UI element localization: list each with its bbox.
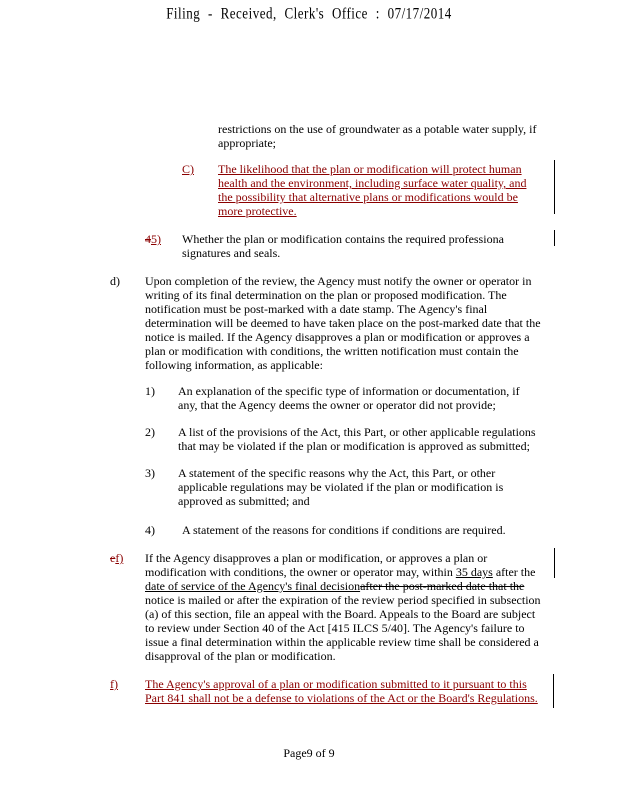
- item-d1-line: An explanation of the specific type of information or documentation, if: [178, 384, 520, 398]
- section-ef-35-days: 35 days: [455, 565, 493, 579]
- revision-bar: [554, 160, 555, 214]
- item-d4-marker: 4): [145, 523, 155, 537]
- section-ef-line1: If the Agency disapproves a plan or modification, or approves a plan or: [145, 551, 488, 565]
- section-d-line: Upon completion of the review, the Agency must notify the owner or operator in: [145, 274, 532, 288]
- section-ef-line4: notice is mailed or after the expiration of the review period specified in subsection: [145, 593, 541, 607]
- item-c-line2: health and the environment, including surface water quality, and: [218, 176, 527, 190]
- section-d-line: notice is mailed. If the Agency disapproves a plan or modification or approves a: [145, 330, 530, 344]
- item-d3-line: applicable regulations may be violated if the plan or modification is: [178, 480, 504, 494]
- item-45-line2: signatures and seals.: [182, 246, 281, 260]
- section-ef-line2-start: modification with conditions, the owner or operator may, within: [145, 565, 456, 579]
- item-c-line1: The likelihood that the plan or modification will protect human: [218, 162, 522, 176]
- section-d-line: determination will be deemed to have taken place on the post-marked date that the: [145, 316, 541, 330]
- section-ef-deleted-clause: after the post-marked date that the: [360, 579, 525, 593]
- section-ef-inserted-clause: date of service of the Agency's final decision: [145, 579, 361, 593]
- item-d2-marker: 2): [145, 425, 155, 439]
- item-45-marker-inserted: 5): [151, 232, 161, 246]
- revision-bar: [554, 548, 555, 578]
- section-d-line: notification must be post-marked with a date stamp. The Agency's final: [145, 302, 488, 316]
- item-d3-text: [178, 466, 503, 508]
- item-d3-line: approved as submitted; and: [178, 494, 310, 508]
- item-45-line1: Whether the plan or modification contains the required professiona: [182, 232, 504, 246]
- section-ef-line8: disapproval of the plan or modification.: [145, 649, 336, 663]
- item-d1-line: any, that the Agency deems the owner or operator did not provide;: [178, 398, 496, 412]
- item-c-text: [218, 162, 526, 218]
- page-footer: [0, 746, 618, 761]
- section-ef-marker: [110, 551, 123, 565]
- filing-stamp-header: Filing - Received, Clerk's Office : 07/17/2014: [166, 4, 452, 23]
- item-d2-line: that may be violated if the plan or modification is approved as submitted;: [178, 439, 530, 453]
- of-label: of: [315, 746, 326, 760]
- section-ef-line5: (a) of this section, file an appeal with the Board. Appeals to the Board are subject: [145, 607, 536, 621]
- revision-bar: [554, 230, 555, 246]
- section-d-line: writing of its final determination on the plan or proposed modification. The: [145, 288, 507, 302]
- section-ef-text: [145, 551, 541, 663]
- section-f-text: [145, 677, 538, 705]
- item-c-marker: C): [182, 162, 194, 176]
- item-c-line4: more protective.: [218, 204, 297, 218]
- item-d4-text: [182, 523, 506, 537]
- section-d-marker: d): [110, 274, 120, 288]
- item-d2-line: A list of the provisions of the Act, this Part, or other applicable regulations: [178, 425, 536, 439]
- section-ef-line3: [145, 579, 541, 593]
- section-f-line2: Part 841 shall not be a defense to violations of the Act or the Board's Regulations.: [145, 691, 538, 705]
- section-ef-line2: [145, 565, 541, 579]
- section-ef-marker-deleted: e: [110, 551, 116, 565]
- item-45-text: [182, 232, 504, 260]
- item-45-marker: [145, 232, 161, 246]
- item-d1-marker: 1): [145, 384, 155, 398]
- item-d1-text: [178, 384, 520, 412]
- page-number: 9: [306, 746, 313, 760]
- revision-bar: [553, 674, 554, 708]
- section-d-line: plan or modification with conditions, the written notification must contain the: [145, 344, 519, 358]
- item-continuation: [218, 122, 536, 150]
- item-45-marker-deleted: 4: [145, 232, 151, 246]
- item-c-line3: the possibility that alternative plans or modifications would be: [218, 190, 518, 204]
- section-ef-line2-end: after the: [492, 565, 536, 579]
- section-ef-line6: to review under Section 40 of the Act [415 ILCS 5/40]. The Agency's failure to: [145, 621, 525, 635]
- section-f-line1: The Agency's approval of a plan or modification submitted to it pursuant to this: [145, 677, 527, 691]
- item-d4-line: A statement of the reasons for conditions if conditions are required.: [182, 523, 506, 537]
- item-d3-marker: 3): [145, 466, 155, 480]
- item-d2-text: [178, 425, 536, 453]
- item-continuation-line2: appropriate;: [218, 136, 276, 150]
- section-ef-line7: issue a final determination within the applicable review time shall be considered a: [145, 635, 539, 649]
- section-d-text: [145, 274, 541, 372]
- section-f-marker: f): [110, 677, 118, 691]
- total-pages: 9: [328, 746, 335, 760]
- item-d3-line: A statement of the specific reasons why the Act, this Part, or other: [178, 466, 496, 480]
- section-ef-marker-inserted: f): [115, 551, 124, 565]
- section-d-line: following information, as applicable:: [145, 358, 323, 372]
- item-continuation-line1: restrictions on the use of groundwater as a potable water supply, if: [218, 122, 537, 136]
- page-label: Page: [283, 746, 307, 760]
